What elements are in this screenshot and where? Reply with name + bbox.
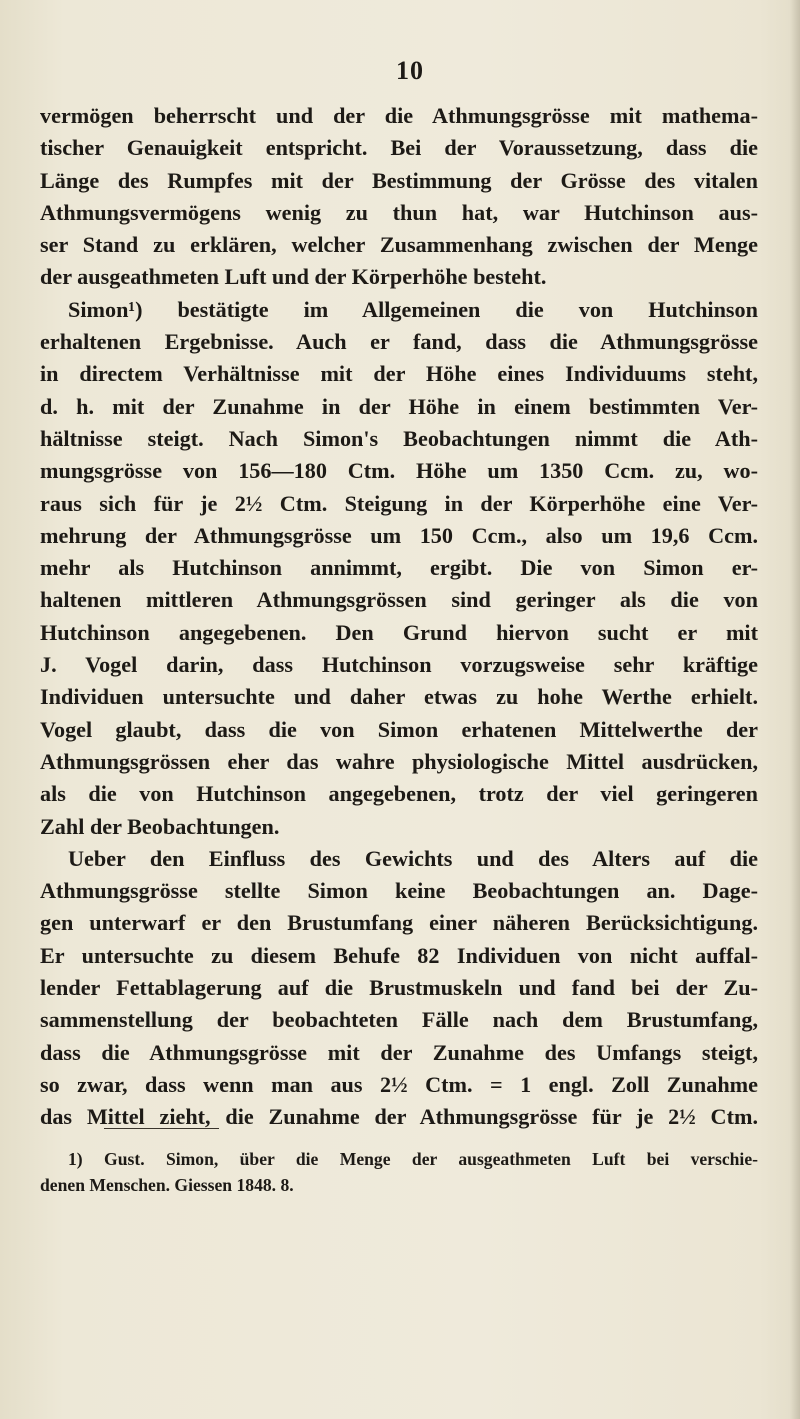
text-line: Vogel glaubt, dass die von Simon erhatenen Mittelwerthe der — [40, 716, 758, 742]
text-line: dass die Athmungsgrösse mit der Zunahme des Umfangs steigt, — [40, 1039, 758, 1065]
paragraph-start-line: Ueber den Einfluss des Gewichts und des Alters auf die — [68, 845, 758, 871]
text-line: als die von Hutchinson angegebenen, trotz der viel geringeren — [40, 781, 758, 807]
text-line: Zahl der Beobachtungen. — [40, 813, 280, 839]
page-number: 10 — [396, 56, 424, 85]
text-line: lender Fettablagerung auf die Brustmuskeln und fand bei der Zu- — [40, 975, 758, 1001]
text-line: hältnisse steigt. Nach Simon's Beobachtungen nimmt die Ath- — [40, 425, 758, 451]
text-line: das Mittel zieht, die Zunahme der Athmungsgrösse für je 2½ Ctm. — [40, 1104, 758, 1130]
text-line: vermögen beherrscht und der die Athmungsgrösse mit mathema- — [40, 103, 758, 128]
text-line: Athmungsgrössen eher das wahre physiologische Mittel ausdrücken, — [40, 748, 758, 774]
text-line: in directem Verhältnisse mit der Höhe eines Individuums steht, — [40, 361, 758, 387]
text-line: haltenen mittleren Athmungsgrössen sind geringer als die von — [40, 587, 758, 613]
footnotes — [40, 1146, 758, 1198]
text-line: so zwar, dass wenn man aus 2½ Ctm. = 1 engl. Zoll Zunahme — [40, 1071, 758, 1097]
text-line: raus sich für je 2½ Ctm. Steigung in der Körperhöhe eine Ver- — [40, 490, 758, 516]
text-line: sammenstellung der beobachteten Fälle nach dem Brustumfang, — [40, 1007, 758, 1033]
text-line: mehrung der Athmungsgrösse um 150 Ccm., also um 19,6 Ccm. — [40, 522, 758, 548]
footnote-line: denen Menschen. Giessen 1848. 8. — [40, 1175, 294, 1195]
text-line: ser Stand zu erklären, welcher Zusammenhang zwischen der Menge — [40, 232, 758, 258]
text-line: Athmungsvermögens wenig zu thun hat, war Hutchinson aus- — [40, 199, 758, 225]
text-line: tischer Genauigkeit entspricht. Bei der Voraussetzung, dass die — [40, 135, 758, 161]
text-line: Er untersuchte zu diesem Behufe 82 Individuen von nicht auffal- — [40, 942, 758, 968]
text-line: der ausgeathmeten Luft und der Körperhöhe besteht. — [40, 264, 547, 290]
text-line: Länge des Rumpfes mit der Bestimmung der Grösse des vitalen — [40, 167, 758, 193]
text-line: gen unterwarf er den Brustumfang einer näheren Berücksichtigung. — [40, 910, 758, 936]
text-line: J. Vogel darin, dass Hutchinson vorzugsweise sehr kräftige — [40, 652, 758, 678]
text-line: mehr als Hutchinson annimmt, ergibt. Die von Simon er- — [40, 555, 758, 581]
text-line: Athmungsgrösse stellte Simon keine Beobachtungen an. Dage- — [40, 878, 758, 904]
text-line: mungsgrösse von 156—180 Ctm. Höhe um 1350 Ccm. zu, wo- — [40, 458, 758, 484]
text-line: Hutchinson angegebenen. Den Grund hiervon sucht er mit — [40, 619, 758, 645]
text-line: Individuen untersuchte und daher etwas zu hohe Werthe erhielt. — [40, 684, 758, 710]
main-text — [40, 100, 758, 1134]
text-line: d. h. mit der Zunahme in der Höhe in einem bestimmten Ver- — [40, 393, 758, 419]
paragraph-start-line: Simon¹) bestätigte im Allgemeinen die von Hutchinson — [68, 296, 758, 322]
text-line: erhaltenen Ergebnisse. Auch er fand, dass die Athmungsgrösse — [40, 329, 758, 355]
footnote-line: 1) Gust. Simon, über die Menge der ausgeathmeten Luft bei verschie- — [68, 1149, 758, 1169]
footnote-divider — [104, 1128, 219, 1129]
page-edge-shadow — [790, 0, 800, 1419]
